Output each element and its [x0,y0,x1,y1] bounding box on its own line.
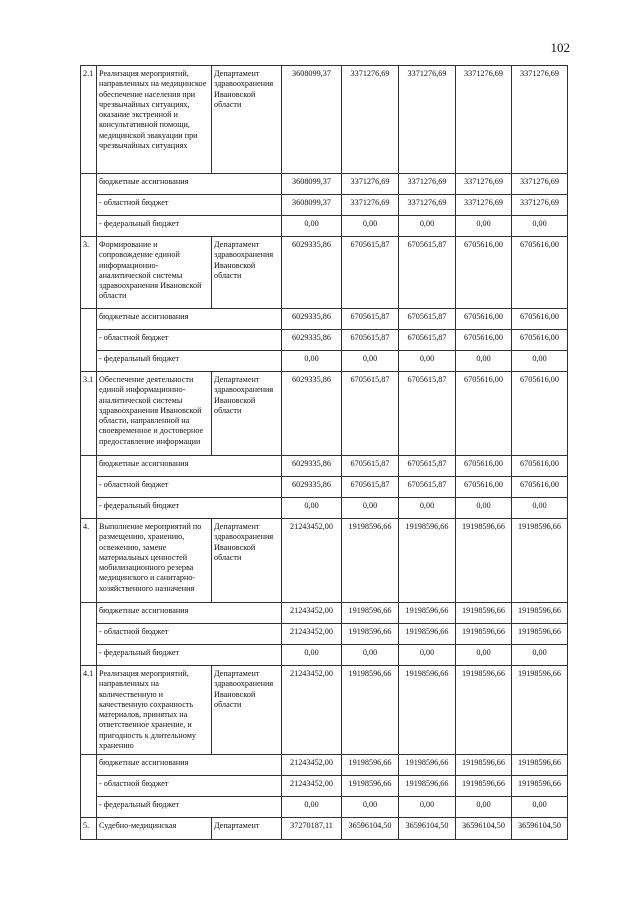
table-row [81,372,568,456]
value-cell: 19198596,66 [456,624,512,645]
value-cell: 3371276,69 [399,174,456,195]
value-cell: 19198596,66 [342,519,399,603]
value-cell: 3371276,69 [512,66,568,174]
table-row [81,818,568,840]
table-subrow [81,603,568,624]
table-row [81,66,568,174]
value-cell: 6705616,00 [456,237,512,309]
regional-budget-label: - областной бюджет [97,776,282,797]
value-cell: 6705615,87 [342,372,399,456]
value-cell: 0,00 [512,498,568,519]
value-cell: 36596104,50 [512,818,568,840]
value-cell: 21243452,00 [282,666,342,755]
value-cell: 0,00 [282,797,342,818]
value-cell: 19198596,66 [512,776,568,797]
value-cell: 0,00 [282,498,342,519]
value-cell: 3371276,69 [512,195,568,216]
value-cell: 6705616,00 [512,456,568,477]
activity-name: Выполнение мероприятий по размещению, хранению, освежению, замене материальных ценностей мобилизационного резерва медицинского и санитарно-хозяйственного назначения [97,519,212,603]
value-cell: 19198596,66 [399,603,456,624]
page-number: 102 [550,40,570,55]
value-cell: 0,00 [456,645,512,666]
activity-name: Реализация мероприятий, направленных на количественную и качественную сохранность материалов, принятых на ответственное хранение, и пригодность к длительному хранению [97,666,212,755]
table-subrow [81,498,568,519]
value-cell: 21243452,00 [282,624,342,645]
empty-number-cell [81,603,97,666]
value-cell: 0,00 [456,216,512,237]
value-cell: 19198596,66 [399,624,456,645]
responsible-department: Департамент здравоохранения Ивановской области [212,237,282,309]
table-subrow [81,195,568,216]
row-number: 2.1 [81,66,97,174]
value-cell: 0,00 [399,797,456,818]
value-cell: 19198596,66 [399,755,456,776]
value-cell: 21243452,00 [282,603,342,624]
table-row [81,237,568,309]
table-subrow [81,456,568,477]
value-cell: 6705616,00 [512,330,568,351]
value-cell: 19198596,66 [456,603,512,624]
value-cell: 36596104,50 [456,818,512,840]
empty-number-cell [81,456,97,519]
value-cell: 37270187,11 [282,818,342,840]
value-cell: 0,00 [342,645,399,666]
value-cell: 6705615,87 [342,456,399,477]
value-cell: 6705616,00 [512,372,568,456]
value-cell: 3371276,69 [342,195,399,216]
value-cell: 6705615,87 [399,477,456,498]
budget-label: бюджетные ассигнования [97,603,282,624]
budget-label: бюджетные ассигнования [97,456,282,477]
responsible-department: Департамент [212,818,282,840]
value-cell: 6705615,87 [342,477,399,498]
table-subrow [81,645,568,666]
federal-budget-label: - федеральный бюджет [97,797,282,818]
value-cell: 0,00 [399,351,456,372]
regional-budget-label: - областной бюджет [97,477,282,498]
value-cell: 6705616,00 [456,330,512,351]
value-cell: 19198596,66 [342,603,399,624]
value-cell: 0,00 [512,216,568,237]
value-cell: 3371276,69 [456,174,512,195]
regional-budget-label: - областной бюджет [97,624,282,645]
value-cell: 0,00 [342,216,399,237]
value-cell: 21243452,00 [282,519,342,603]
table-row [81,666,568,755]
value-cell: 0,00 [456,351,512,372]
budget-label: бюджетные ассигнования [97,755,282,776]
value-cell: 3371276,69 [399,66,456,174]
value-cell: 6705615,87 [399,330,456,351]
value-cell: 0,00 [456,797,512,818]
value-cell: 21243452,00 [282,776,342,797]
value-cell: 21243452,00 [282,755,342,776]
row-number: 3. [81,237,97,309]
value-cell: 6029335,86 [282,456,342,477]
value-cell: 6705615,87 [342,330,399,351]
value-cell: 3371276,69 [456,195,512,216]
value-cell: 19198596,66 [399,776,456,797]
value-cell: 19198596,66 [512,624,568,645]
row-number: 4. [81,519,97,603]
federal-budget-label: - федеральный бюджет [97,216,282,237]
value-cell: 6705616,00 [456,309,512,330]
empty-number-cell [81,755,97,818]
value-cell: 19198596,66 [512,519,568,603]
value-cell: 6029335,86 [282,477,342,498]
row-number: 3.1 [81,372,97,456]
activity-name: Формирование и сопровождение единой информационно-аналитической системы здравоохранения Ивановской области [97,237,212,309]
value-cell: 0,00 [342,797,399,818]
value-cell: 0,00 [456,498,512,519]
federal-budget-label: - федеральный бюджет [97,645,282,666]
value-cell: 3608099,37 [282,174,342,195]
table-subrow [81,216,568,237]
value-cell: 6029335,86 [282,237,342,309]
value-cell: 19198596,66 [456,666,512,755]
responsible-department: Департамент здравоохранения Ивановской области [212,372,282,456]
value-cell: 6705615,87 [399,456,456,477]
budget-label: бюджетные ассигнования [97,174,282,195]
value-cell: 6029335,86 [282,372,342,456]
table-subrow [81,776,568,797]
empty-number-cell [81,309,97,372]
value-cell: 3371276,69 [342,66,399,174]
value-cell: 0,00 [399,216,456,237]
table-subrow [81,309,568,330]
value-cell: 0,00 [282,351,342,372]
value-cell: 19198596,66 [399,666,456,755]
value-cell: 19198596,66 [399,519,456,603]
value-cell: 19198596,66 [342,776,399,797]
responsible-department: Департамент здравоохранения Ивановской области [212,666,282,755]
activity-name: Судебно-медицинская [97,818,212,840]
table-subrow [81,351,568,372]
row-number: 5. [81,818,97,840]
value-cell: 36596104,50 [342,818,399,840]
value-cell: 0,00 [512,351,568,372]
value-cell: 6705616,00 [456,372,512,456]
activity-name: Реализация мероприятий, направленных на медицинское обеспечение населения при чрезвычайных ситуациях, оказание экстренной и консультативной помощи, медицинской эвакуации при чрезвычайных ситуациях [97,66,212,174]
value-cell: 0,00 [399,498,456,519]
value-cell: 6705615,87 [399,309,456,330]
value-cell: 19198596,66 [342,755,399,776]
value-cell: 0,00 [282,645,342,666]
value-cell: 6029335,86 [282,309,342,330]
value-cell: 0,00 [512,645,568,666]
value-cell: 3608099,37 [282,66,342,174]
value-cell: 0,00 [342,351,399,372]
value-cell: 3608099,37 [282,195,342,216]
value-cell: 6705616,00 [456,456,512,477]
table-subrow [81,477,568,498]
value-cell: 19198596,66 [456,755,512,776]
value-cell: 19198596,66 [512,666,568,755]
responsible-department: Департамент здравоохранения Ивановской области [212,66,282,174]
empty-number-cell [81,174,97,237]
value-cell: 0,00 [282,216,342,237]
table-subrow [81,174,568,195]
value-cell: 19198596,66 [456,776,512,797]
table-row [81,519,568,603]
table-subrow [81,624,568,645]
value-cell: 6705616,00 [512,237,568,309]
value-cell: 0,00 [342,498,399,519]
federal-budget-label: - федеральный бюджет [97,498,282,519]
value-cell: 6705616,00 [456,477,512,498]
federal-budget-label: - федеральный бюджет [97,351,282,372]
value-cell: 19198596,66 [342,666,399,755]
responsible-department: Департамент здравоохранения Ивановской области [212,519,282,603]
value-cell: 19198596,66 [512,603,568,624]
budget-table [80,65,568,840]
value-cell: 6029335,86 [282,330,342,351]
value-cell: 6705615,87 [342,237,399,309]
value-cell: 19198596,66 [512,755,568,776]
row-number: 4.1 [81,666,97,755]
value-cell: 6705615,87 [399,372,456,456]
regional-budget-label: - областной бюджет [97,195,282,216]
value-cell: 6705615,87 [342,309,399,330]
value-cell: 19198596,66 [456,519,512,603]
value-cell: 3371276,69 [512,174,568,195]
value-cell: 36596104,50 [399,818,456,840]
regional-budget-label: - областной бюджет [97,330,282,351]
value-cell: 3371276,69 [399,195,456,216]
value-cell: 6705615,87 [399,237,456,309]
table-subrow [81,797,568,818]
table-subrow [81,755,568,776]
table-subrow [81,330,568,351]
value-cell: 0,00 [512,797,568,818]
budget-label: бюджетные ассигнования [97,309,282,330]
value-cell: 3371276,69 [456,66,512,174]
activity-name: Обеспечение деятельности единой информационно-аналитической системы здравоохранения Ивановской области, направленной на своевременное и достоверное предоставление информации [97,372,212,456]
table-body [81,66,568,840]
value-cell: 3371276,69 [342,174,399,195]
value-cell: 0,00 [399,645,456,666]
value-cell: 6705616,00 [512,477,568,498]
value-cell: 6705616,00 [512,309,568,330]
value-cell: 19198596,66 [342,624,399,645]
